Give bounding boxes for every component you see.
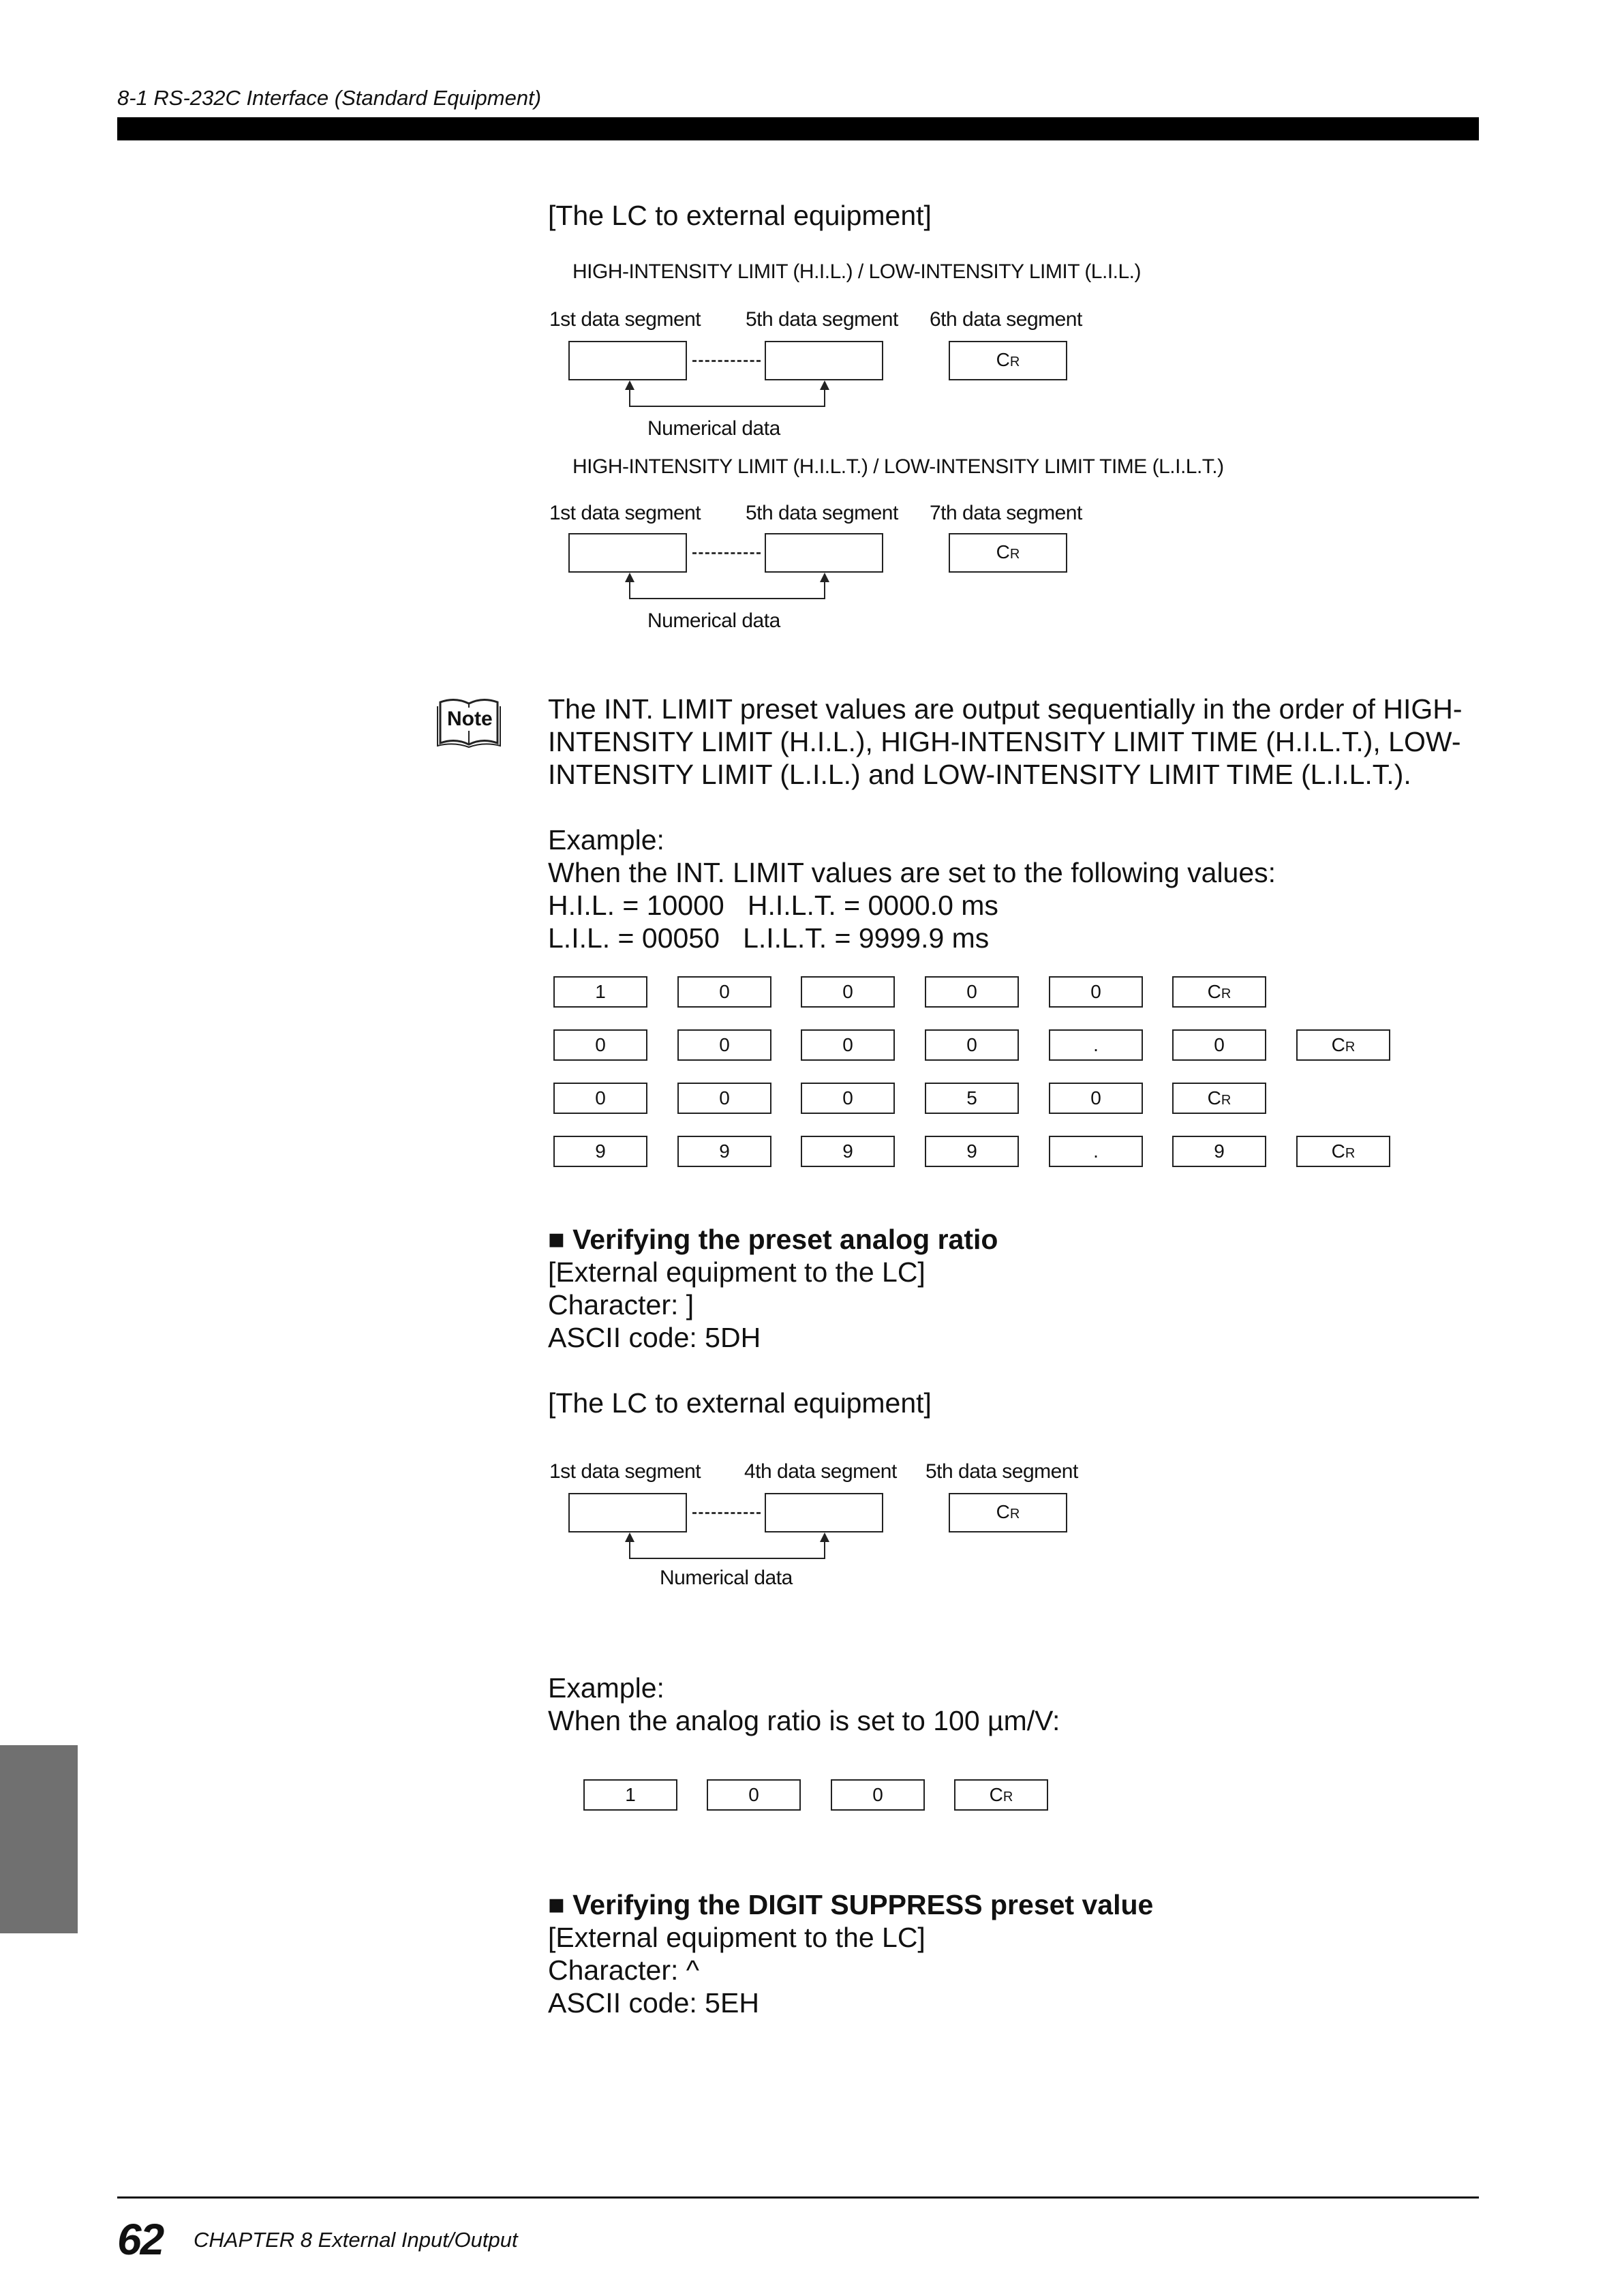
cr-r: R [1009,547,1020,562]
diagram3-cr-box [949,1493,1067,1532]
example-cell: 0 [553,1029,647,1061]
example-label: Example: [548,824,664,856]
diagram1-ellipsis [692,360,761,362]
lc-to-external-heading: [The LC to external equipment] [548,200,932,231]
example-cell: 0 [553,1083,647,1114]
note-line1: The INT. LIMIT preset values are output sequentially in the order of HIGH- [548,693,1463,725]
example-cell: 1 [553,976,647,1008]
example-cell: 0 [677,1029,771,1061]
running-header: 8-1 RS-232C Interface (Standard Equipment) [117,86,542,110]
example-cell: 0 [1049,1083,1143,1114]
diagram1-cr-box [949,341,1067,380]
diagram3-seg2-box [765,1493,883,1532]
example-cell: CR [1172,1083,1266,1114]
bracket-bottom [629,598,825,599]
note-line2: INTENSITY LIMIT (H.I.L.), HIGH-INTENSITY LIMIT TIME (H.I.L.T.), LOW- [548,726,1461,757]
analog-ratio-ascii: ASCII code: 5DH [548,1322,761,1353]
example-cell: 9 [677,1136,771,1167]
analog-example-cell: CR [954,1779,1048,1811]
example-cell: 9 [1172,1136,1266,1167]
analog-example-cell: 0 [831,1779,925,1811]
example-cell: 9 [553,1136,647,1167]
example-cell: 0 [677,1083,771,1114]
analog-example-label: Example: [548,1672,664,1704]
example-cell: 5 [925,1083,1019,1114]
example-cell: 0 [1172,1029,1266,1061]
example-cell: CR [1172,976,1266,1008]
footer-chapter: CHAPTER 8 External Input/Output [194,2228,518,2252]
diagram1-seg3-label: 6th data segment [930,308,1082,331]
example-cell: 0 [801,1029,895,1061]
bracket-right [824,1541,825,1558]
example-cell: 0 [677,976,771,1008]
digit-suppress-ascii: ASCII code: 5EH [548,1987,759,2019]
example-cell: 9 [925,1136,1019,1167]
bracket-right [824,389,825,406]
analog-example-cell: 0 [707,1779,801,1811]
cr-c: C [996,541,1010,562]
diagram1-seg1-box [568,341,687,380]
example-cell: . [1049,1136,1143,1167]
analog-ratio-heading: ■ Verifying the preset analog ratio [548,1224,998,1255]
diagram3-seg1-box [568,1493,687,1532]
example-cell: 0 [801,1083,895,1114]
diagram1-seg2-box [765,341,883,380]
example-cell: CR [1296,1029,1390,1061]
diagram2-seg2-box [765,533,883,573]
example-cell: 9 [801,1136,895,1167]
example-cell: . [1049,1029,1143,1061]
diagram2-title: HIGH-INTENSITY LIMIT (H.I.L.T.) / LOW-INTENSITY LIMIT TIME (L.I.L.T.) [572,455,1224,478]
bracket-right [824,581,825,599]
footer-rule [117,2196,1479,2199]
example-cell: 0 [925,1029,1019,1061]
cr-r: R [1009,1507,1020,1522]
chapter-side-tab [0,1745,78,1933]
diagram3-ellipsis [692,1512,761,1514]
diagram2-numerical-label: Numerical data [647,609,780,632]
diagram2-seg3-label: 7th data segment [930,502,1082,524]
analog-example-text: When the analog ratio is set to 100 µm/V: [548,1705,1060,1736]
diagram2-seg2-label: 5th data segment [746,502,898,524]
bracket-bottom [629,406,825,407]
cr-c: C [996,1501,1010,1522]
diagram2-ellipsis [692,552,761,554]
analog-example-cell: 1 [583,1779,677,1811]
note-icon [436,694,502,749]
diagram1-title: HIGH-INTENSITY LIMIT (H.I.L.) / LOW-INTENSITY LIMIT (L.I.L.) [572,260,1142,283]
digit-suppress-character: Character: ^ [548,1954,700,1986]
digit-suppress-heading: ■ Verifying the DIGIT SUPPRESS preset value [548,1889,1154,1920]
example-cell: CR [1296,1136,1390,1167]
example-cell: 0 [801,976,895,1008]
example-line2: H.I.L. = 10000 H.I.L.T. = 0000.0 ms [548,890,998,921]
diagram3-seg2-label: 4th data segment [744,1460,897,1483]
bracket-left [629,1541,630,1558]
diagram3-seg3-label: 5th data segment [925,1460,1078,1483]
example-cell: 0 [925,976,1019,1008]
example-line1: When the INT. LIMIT values are set to the following values: [548,857,1276,888]
diagram1-seg2-label: 5th data segment [746,308,898,331]
note-icon-label: Note [447,708,493,730]
note-line3: INTENSITY LIMIT (L.I.L.) and LOW-INTENSITY LIMIT TIME (L.I.L.T.). [548,759,1411,790]
analog-ratio-lc-heading: [The LC to external equipment] [548,1387,932,1419]
cr-r: R [1009,354,1020,369]
page-number: 62 [117,2215,164,2264]
diagram1-seg1-label: 1st data segment [549,308,701,331]
diagram2-cr-box [949,533,1067,573]
analog-ratio-character: Character: ] [548,1289,694,1320]
diagram3-seg1-label: 1st data segment [549,1460,701,1483]
bracket-bottom [629,1558,825,1559]
diagram2-seg1-label: 1st data segment [549,502,701,524]
cr-c: C [996,349,1010,370]
example-cell: 0 [1049,976,1143,1008]
diagram2-seg1-box [568,533,687,573]
header-rule [117,117,1479,140]
bracket-left [629,389,630,406]
diagram1-numerical-label: Numerical data [647,417,780,440]
example-line3: L.I.L. = 00050 L.I.L.T. = 9999.9 ms [548,922,990,954]
digit-suppress-direction: [External equipment to the LC] [548,1922,925,1953]
analog-ratio-direction: [External equipment to the LC] [548,1256,925,1288]
bracket-left [629,581,630,599]
diagram3-numerical-label: Numerical data [660,1567,793,1589]
